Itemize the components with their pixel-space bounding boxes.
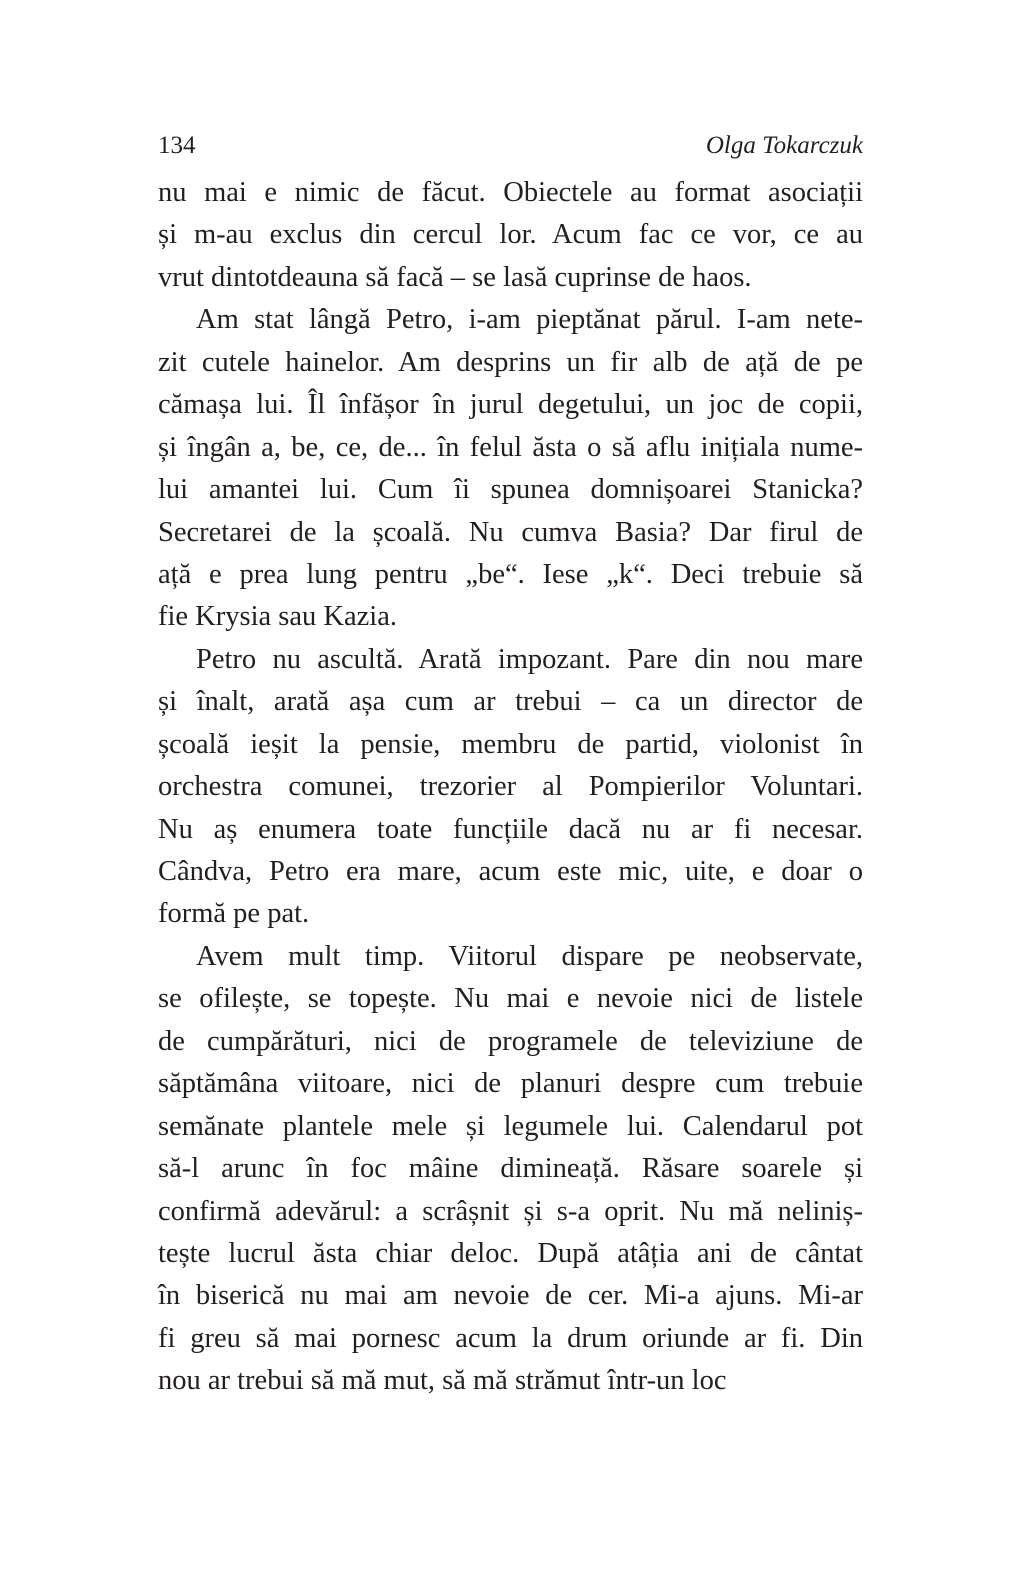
text-line: școală ieșit la pensie, membru de partid, violonist în	[158, 728, 863, 760]
text-line: Avem mult timp. Viitorul dispare pe neobservate,	[196, 940, 863, 972]
text-line: semănate plantele mele și legumele lui. Calendarul pot	[158, 1110, 863, 1142]
text-line: Cândva, Petro era mare, acum este mic, uite, e doar o	[158, 856, 863, 887]
page-number: 134	[158, 132, 196, 159]
text-line: zit cutele hainelor. Am desprins un fir alb de ață de pe	[158, 346, 863, 378]
text-line: confirmă adevărul: a scrâșnit și s-a oprit. Nu mă neliniș-	[158, 1195, 863, 1227]
body-text	[158, 172, 863, 1403]
text-line: săptămâna viitoare, nici de planuri despre cum trebuie	[158, 1068, 863, 1100]
text-line: de cumpărături, nici de programele de televiziune de	[158, 1025, 863, 1057]
text-line: Nu aș enumera toate funcțiile dacă nu ar fi necesar.	[158, 813, 863, 845]
text-line: lui amantei lui. Cum îi spunea domnișoarei Stanicka?	[158, 474, 863, 506]
paragraph	[158, 936, 863, 1403]
paragraph	[158, 172, 863, 299]
text-line: fi greu să mai pornesc acum la drum oriunde ar fi. Din	[158, 1322, 863, 1354]
text-line: nou ar trebui să mă mut, să mă strămut într-un loc	[158, 1365, 727, 1397]
text-line: și m-au exclus din cercul lor. Acum fac ce vor, ce au	[158, 219, 863, 251]
author-name: Olga Tokarczuk	[705, 132, 863, 159]
text-line: tește lucrul ăsta chiar deloc. După atâția ani de cântat	[158, 1237, 863, 1269]
text-line: ață e prea lung pentru „be“. Iese „k“. Deci trebuie să	[158, 558, 863, 590]
text-line: vrut dintotdeauna să facă – se lasă cuprinse de haos.	[158, 261, 752, 293]
text-line: să-l arunc în foc mâine dimineață. Răsare soarele și	[158, 1153, 863, 1185]
paragraph	[158, 639, 863, 936]
text-line: cămașa lui. Îl înfășor în jurul degetului, un joc de copii,	[158, 389, 863, 421]
text-line: orchestra comunei, trezorier al Pompierilor Voluntari.	[158, 771, 863, 803]
text-line: se ofilește, se topește. Nu mai e nevoie nici de listele	[158, 983, 863, 1015]
text-line: Petro nu ascultă. Arată impozant. Pare din nou mare	[196, 643, 863, 675]
text-line: în biserică nu mai am nevoie de cer. Mi-a ajuns. Mi-ar	[158, 1280, 863, 1312]
text-line: și înalt, arată așa cum ar trebui – ca un director de	[158, 686, 863, 718]
text-line: formă pe pat.	[158, 898, 310, 930]
text-line: și îngân a, be, ce, de... în felul ăsta o să aflu inițiala nume-	[158, 431, 863, 463]
text-line: Secretarei de la școală. Nu cumva Basia? Dar firul de	[158, 516, 863, 548]
text-line: nu mai e nimic de făcut. Obiectele au format asociații	[158, 177, 863, 208]
running-header	[158, 132, 863, 166]
paragraph	[158, 299, 863, 639]
text-line: Am stat lângă Petro, i-am pieptănat părul. I-am nete-	[196, 304, 863, 336]
text-line: fie Krysia sau Kazia.	[158, 601, 397, 633]
